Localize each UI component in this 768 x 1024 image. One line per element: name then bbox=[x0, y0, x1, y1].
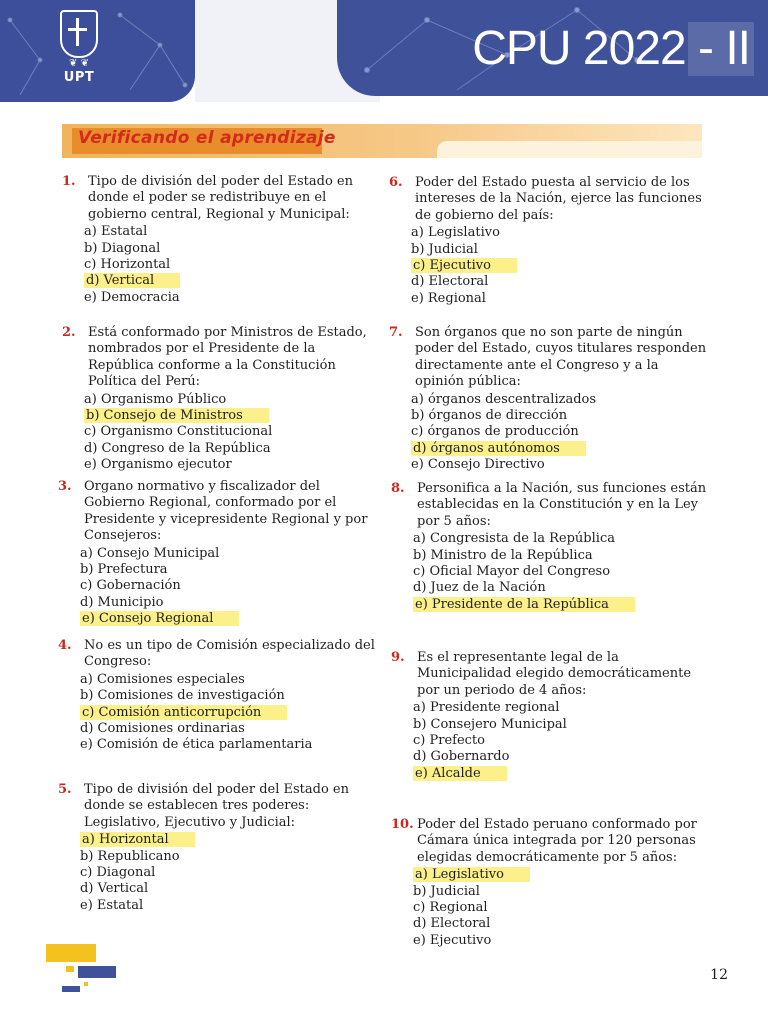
shield-icon bbox=[60, 10, 98, 58]
section-header-accent bbox=[437, 141, 702, 158]
question-number: 5. bbox=[58, 782, 72, 797]
answer-text: e) Regional bbox=[411, 290, 486, 306]
answer-option bbox=[80, 832, 378, 848]
option-list bbox=[411, 225, 707, 307]
highlighted-answer: a) Legislativo bbox=[413, 867, 530, 882]
answer-option bbox=[80, 562, 378, 578]
answer-option bbox=[413, 766, 707, 782]
highlighted-answer: b) Consejo de Ministros bbox=[84, 408, 269, 423]
answer-option bbox=[413, 700, 707, 716]
answer-option bbox=[84, 392, 378, 408]
answer-option bbox=[413, 916, 707, 932]
question-text: Es el representante legal de la Municipalidad elegido democráticamente por un periodo de 4 años: bbox=[417, 650, 692, 698]
answer-option bbox=[413, 564, 707, 580]
answer-text: b) Diagonal bbox=[84, 240, 161, 256]
answer-option bbox=[413, 531, 707, 547]
university-logo bbox=[56, 10, 102, 90]
option-list bbox=[411, 392, 707, 474]
answer-option bbox=[80, 737, 378, 753]
highlighted-answer: c) Comisión anticorrupción bbox=[80, 705, 287, 720]
answer-option bbox=[80, 721, 378, 737]
question-number: 9. bbox=[391, 650, 405, 665]
answer-text: d) Congreso de la República bbox=[84, 440, 271, 456]
answer-text: d) Electoral bbox=[413, 916, 491, 932]
answer-text: c) Diagonal bbox=[80, 865, 156, 881]
question-stem bbox=[58, 638, 378, 671]
answer-text: e) Ejecutivo bbox=[413, 932, 492, 948]
question-stem bbox=[389, 325, 707, 391]
footer-decoration bbox=[46, 944, 118, 996]
answer-text: d) Comisiones ordinarias bbox=[80, 721, 245, 737]
question-4 bbox=[58, 638, 378, 754]
question-stem bbox=[391, 481, 707, 530]
question-3 bbox=[58, 479, 378, 628]
question-number: 2. bbox=[62, 325, 76, 340]
answer-option bbox=[80, 546, 378, 562]
question-10 bbox=[391, 817, 707, 949]
page-title: CPU 2022 - II bbox=[472, 22, 750, 75]
highlighted-answer: c) Ejecutivo bbox=[411, 258, 517, 273]
option-list bbox=[84, 224, 378, 306]
answer-option bbox=[411, 457, 707, 473]
answer-option bbox=[411, 392, 707, 408]
question-text: Está conformado por Ministros de Estado, nombrados por el Presidente de la República conforme a la Constitución Política del Perú: bbox=[88, 325, 367, 390]
answer-option bbox=[84, 408, 378, 424]
answer-text: d) Juez de la Nación bbox=[413, 580, 546, 596]
answer-text: a) Congresista de la República bbox=[413, 531, 615, 547]
answer-text: b) Comisiones de investigación bbox=[80, 688, 285, 704]
section-title: Verificando el aprendizaje bbox=[78, 128, 336, 148]
answer-option bbox=[411, 225, 707, 241]
answer-text: a) Estatal bbox=[84, 224, 148, 240]
question-number: 10. bbox=[391, 817, 414, 832]
answer-text: e) Estatal bbox=[80, 897, 144, 913]
answer-option bbox=[84, 273, 378, 289]
question-number: 8. bbox=[391, 481, 405, 496]
answer-option bbox=[80, 578, 378, 594]
answer-text: d) Gobernardo bbox=[413, 749, 510, 765]
question-number: 6. bbox=[389, 175, 403, 190]
option-list bbox=[80, 672, 378, 754]
answer-text: e) Organismo ejecutor bbox=[84, 457, 232, 473]
option-list bbox=[84, 392, 378, 474]
question-text: Poder del Estado peruano conformado por Cámara única integrada por 120 personas elegidas democráticamente por 5 años: bbox=[417, 817, 697, 865]
question-6 bbox=[389, 175, 707, 307]
answer-text: b) órganos de dirección bbox=[411, 408, 568, 424]
option-list bbox=[80, 546, 378, 628]
answer-text: b) Prefectura bbox=[80, 562, 168, 578]
highlighted-answer: d) órganos autónomos bbox=[411, 441, 586, 456]
answer-text: a) órganos descentralizados bbox=[411, 391, 597, 407]
question-8 bbox=[391, 481, 707, 613]
question-text: Personifica a la Nación, sus funciones están establecidas en la Constitución y en la Ley por 5 años: bbox=[417, 481, 707, 529]
answer-option bbox=[413, 933, 707, 949]
answer-text: e) Comisión de ética parlamentaria bbox=[80, 737, 313, 753]
answer-text: c) órganos de producción bbox=[411, 424, 579, 440]
highlighted-answer: a) Horizontal bbox=[80, 832, 195, 847]
answer-option bbox=[413, 580, 707, 596]
answer-text: c) Oficial Mayor del Congreso bbox=[413, 564, 611, 580]
header-logo-panel bbox=[0, 0, 195, 102]
answer-text: b) Judicial bbox=[411, 241, 478, 257]
answer-text: e) Consejo Directivo bbox=[411, 457, 545, 473]
question-stem bbox=[58, 782, 378, 831]
option-list bbox=[413, 531, 707, 613]
answer-text: c) Prefecto bbox=[413, 733, 485, 749]
answer-option bbox=[84, 241, 378, 257]
question-7 bbox=[389, 325, 707, 474]
highlighted-answer: e) Presidente de la República bbox=[413, 597, 635, 612]
highlighted-answer: e) Alcalde bbox=[413, 766, 507, 781]
answer-text: d) Electoral bbox=[411, 274, 489, 290]
answer-option bbox=[80, 672, 378, 688]
question-number: 3. bbox=[58, 479, 72, 494]
answer-text: b) Republicano bbox=[80, 848, 180, 864]
answer-option bbox=[80, 881, 378, 897]
highlighted-answer: d) Vertical bbox=[84, 273, 180, 288]
answer-option bbox=[80, 595, 378, 611]
question-text: Poder del Estado puesta al servicio de los intereses de la Nación, ejerce las funciones de gobierno del país: bbox=[415, 175, 702, 223]
answer-text: d) Vertical bbox=[80, 881, 149, 897]
answer-option bbox=[80, 865, 378, 881]
answer-text: c) Organismo Constitucional bbox=[84, 424, 273, 440]
answer-text: d) Municipio bbox=[80, 594, 164, 610]
question-stem bbox=[391, 817, 707, 866]
question-1 bbox=[62, 174, 378, 306]
question-text: Tipo de división del poder del Estado en donde el poder se redistribuye en el gobierno central, Regional y Municipal: bbox=[88, 174, 354, 222]
answer-option bbox=[413, 733, 707, 749]
question-text: No es un tipo de Comisión especializado del Congreso: bbox=[84, 638, 375, 670]
question-text: Tipo de división del poder del Estado en donde se establecen tres poderes: Legislativo, Ejecutivo y Judicial: bbox=[84, 782, 350, 830]
question-stem bbox=[62, 174, 378, 223]
answer-text: c) Horizontal bbox=[84, 257, 171, 273]
question-number: 4. bbox=[58, 638, 72, 653]
question-text: Organo normativo y fiscalizador del Gobierno Regional, conformado por el Presidente y vicepresidente Regional y por Consejeros: bbox=[84, 479, 368, 544]
question-stem bbox=[58, 479, 378, 545]
answer-text: a) Organismo Público bbox=[84, 391, 227, 407]
option-list bbox=[413, 867, 707, 949]
answer-text: c) Regional bbox=[413, 900, 488, 916]
answer-text: a) Legislativo bbox=[411, 225, 500, 241]
option-list bbox=[80, 832, 378, 914]
answer-text: b) Ministro de la República bbox=[413, 547, 593, 563]
answer-option bbox=[413, 717, 707, 733]
question-number: 7. bbox=[389, 325, 403, 340]
answer-option bbox=[84, 257, 378, 273]
answer-option bbox=[413, 597, 707, 613]
question-stem bbox=[62, 325, 378, 391]
answer-option bbox=[84, 424, 378, 440]
answer-option bbox=[411, 274, 707, 290]
answer-option bbox=[413, 749, 707, 765]
answer-option bbox=[80, 898, 378, 914]
question-9 bbox=[391, 650, 707, 782]
answer-option bbox=[80, 611, 378, 627]
answer-option bbox=[84, 441, 378, 457]
answer-option bbox=[84, 290, 378, 306]
answer-option bbox=[84, 457, 378, 473]
highlighted-answer: e) Consejo Regional bbox=[80, 611, 239, 626]
option-list bbox=[413, 700, 707, 782]
laurel-icon: ❦ ❦ bbox=[69, 58, 89, 69]
question-stem bbox=[391, 650, 707, 699]
answer-text: b) Judicial bbox=[413, 883, 480, 899]
answer-text: e) Democracia bbox=[84, 289, 180, 305]
answer-option bbox=[411, 408, 707, 424]
answer-option bbox=[413, 867, 707, 883]
answer-option bbox=[413, 884, 707, 900]
page-number: 12 bbox=[710, 967, 728, 983]
answer-option bbox=[413, 548, 707, 564]
header-title-panel bbox=[337, 0, 768, 96]
answer-option bbox=[84, 224, 378, 240]
answer-text: a) Presidente regional bbox=[413, 700, 560, 716]
answer-option bbox=[411, 242, 707, 258]
university-acronym: UPT bbox=[63, 70, 95, 85]
answer-option bbox=[411, 258, 707, 274]
question-stem bbox=[389, 175, 707, 224]
answer-option bbox=[411, 424, 707, 440]
answer-option bbox=[411, 291, 707, 307]
answer-option bbox=[80, 688, 378, 704]
answer-text: c) Gobernación bbox=[80, 578, 181, 594]
answer-text: a) Consejo Municipal bbox=[80, 545, 220, 561]
question-5 bbox=[58, 782, 378, 914]
answer-option bbox=[80, 705, 378, 721]
answer-option bbox=[413, 900, 707, 916]
question-number: 1. bbox=[62, 174, 76, 189]
question-text: Son órganos que no son parte de ningún poder del Estado, cuyos titulares responden directamente ante el Congreso y a la opinión pública: bbox=[415, 325, 707, 390]
answer-option bbox=[80, 849, 378, 865]
question-2 bbox=[62, 325, 378, 474]
answer-text: b) Consejero Municipal bbox=[413, 716, 567, 732]
answer-text: a) Comisiones especiales bbox=[80, 671, 245, 687]
answer-option bbox=[411, 441, 707, 457]
